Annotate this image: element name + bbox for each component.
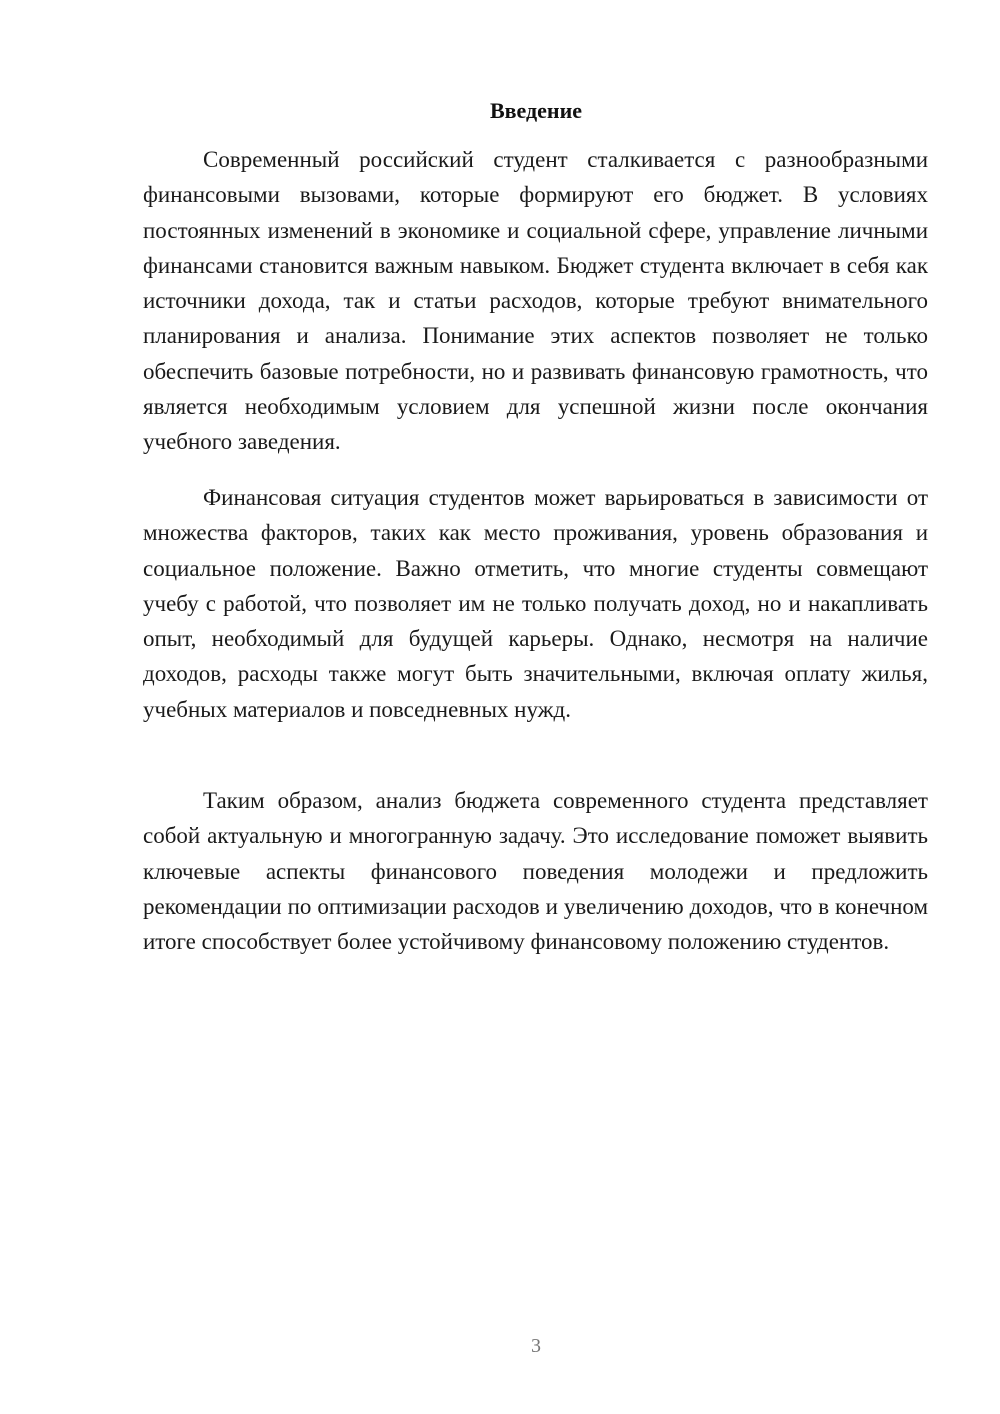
section-heading: Введение <box>489 98 583 123</box>
paragraph-1: Современный российский студент сталкивается с разнообразными финансовыми вызовами, которые формируют его бюджет. В условиях постоянных изменений в экономике и социальной сфере, управление личными финансами становится важным навыком. Бюджет студента включает в себя как источники дохода, так и статьи расходов, которые требуют внимательного планирования и анализа. Понимание этих аспектов позволяет не только обеспечить базовые потребности, но и развивать финансовую грамотность, что является необходимым условием для успешной жизни после окончания учебного заведения. <box>143 147 928 455</box>
paragraph-3: Таким образом, анализ бюджета современного студента представляет собой актуальную и многогранную задачу. Это исследование поможет выявить ключевые аспекты финансового поведения молодежи и предложить рекомендации по оптимизации расходов и увеличению доходов, что в конечном итоге способствует более устойчивому финансовому положению студентов. <box>143 788 928 955</box>
page-number: 3 <box>531 1335 541 1357</box>
paragraph-2: Финансовая ситуация студентов может варьироваться в зависимости от множества факторов, таких как место проживания, уровень образования и социальное положение. Важно отметить, что многие студенты совмещают учебу с работой, что позволяет им не только получать доход, но и накапливать опыт, необходимый для будущей карьеры. Однако, несмотря на наличие доходов, расходы также могут быть значительными, включая оплату жилья, учебных материалов и повседневных нужд. <box>143 485 928 722</box>
